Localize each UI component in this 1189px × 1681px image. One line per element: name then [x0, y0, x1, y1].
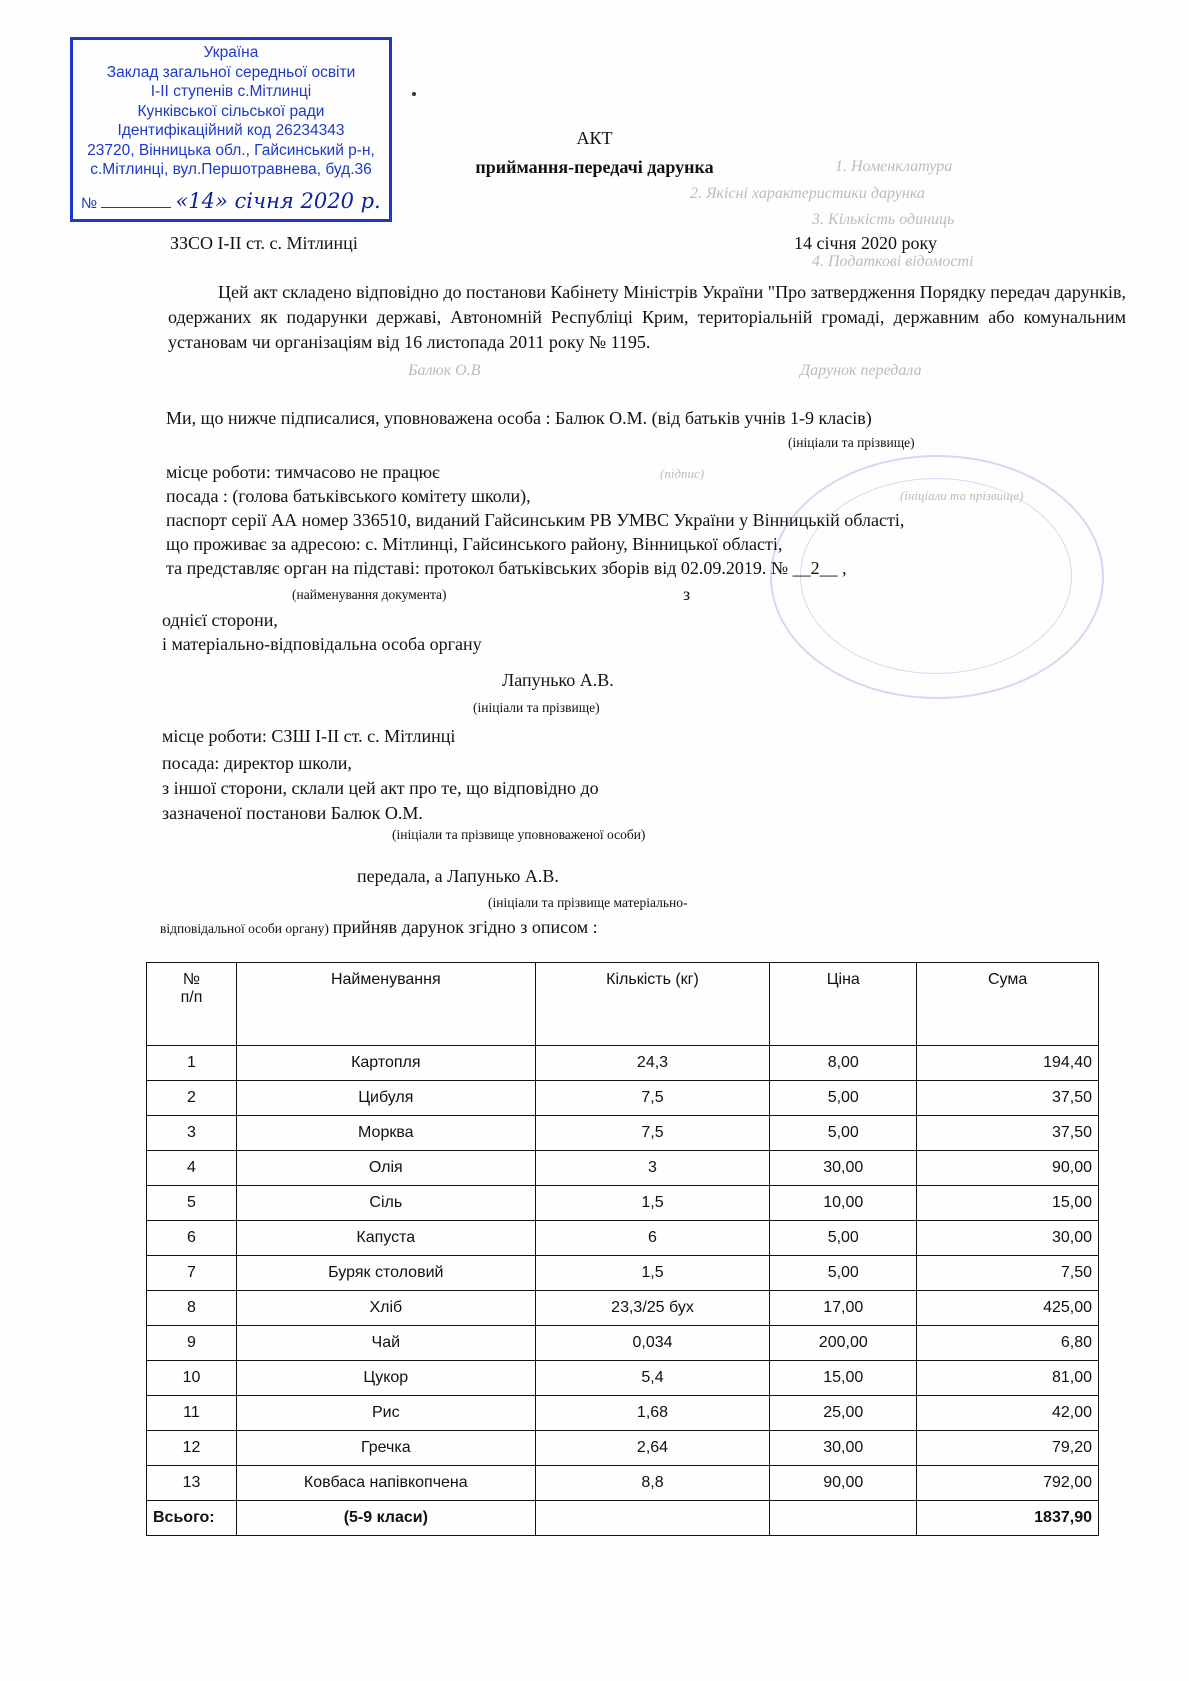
cell-number: 12 [147, 1431, 237, 1466]
responsible-person-name: Лапунько А.В. [502, 670, 614, 690]
authorized-person-line: Ми, що нижче підписалися, уповноважена особа : Балюк О.М. (від батьків учнів 1-9 класів) [166, 408, 872, 428]
cell-price: 90,00 [770, 1466, 917, 1501]
bleed-text: 2. Якісні характеристики дарунка [690, 185, 925, 202]
cell-number: 1 [147, 1046, 237, 1081]
cell-quantity: 7,5 [535, 1081, 770, 1116]
table-header-row [147, 963, 1099, 1046]
position-1: посада : (голова батьківського комітету школи), [166, 486, 531, 506]
workplace-2: місце роботи: СЗШ І-ІІ ст. с. Мітлинці [162, 726, 456, 746]
decree-line: зазначеної постанови Балюк О.М. [162, 803, 423, 823]
one-side: однієї сторони, [162, 610, 278, 630]
cell-name: Морква [236, 1116, 535, 1151]
table-row [147, 1116, 1099, 1151]
cell-price: 25,00 [770, 1396, 917, 1431]
cell-sum: 30,00 [917, 1221, 1099, 1256]
cell-name: Хліб [236, 1291, 535, 1326]
cell-number: 2 [147, 1081, 237, 1116]
cell-sum: 90,00 [917, 1151, 1099, 1186]
cell-quantity: 6 [535, 1221, 770, 1256]
bleed-text: (ініціали та прізвище) [900, 488, 1024, 503]
ink-dot [412, 92, 416, 96]
cell-number: 6 [147, 1221, 237, 1256]
position-2: посада: директор школи, [162, 753, 352, 773]
cell-price: 30,00 [770, 1151, 917, 1186]
cell-quantity: 0,034 [535, 1326, 770, 1361]
cell-sum: 37,50 [917, 1116, 1099, 1151]
cell-quantity: 23,3/25 бух [535, 1291, 770, 1326]
cell-number: 3 [147, 1116, 237, 1151]
cell-price: 15,00 [770, 1361, 917, 1396]
cell-name: Картопля [236, 1046, 535, 1081]
cell-sum: 37,50 [917, 1081, 1099, 1116]
cell-price: 8,00 [770, 1046, 917, 1081]
table-row [147, 1466, 1099, 1501]
address-line: що проживає за адресою: с. Мітлинці, Гайсинського району, Вінницької області, [166, 534, 783, 554]
stamp-line: с.Мітлинці, вул.Першотравнева, буд.36 [90, 161, 372, 178]
gift-items-table [146, 962, 1099, 1536]
table-total-row [147, 1501, 1099, 1536]
table-row [147, 1361, 1099, 1396]
bleed-text: 4. Податкові відомості [812, 253, 974, 270]
other-side-line: з іншої сторони, склали цей акт про те, що відповідно до [162, 778, 599, 798]
cell-name: Буряк столовий [236, 1256, 535, 1291]
bleed-text: 3. Кількість одиниць [812, 211, 955, 228]
cell-number: 9 [147, 1326, 237, 1361]
stamp-handwritten-date: «14» січня 2020 р. [175, 188, 381, 213]
header-name: Найменування [236, 963, 535, 1046]
document-title: АКТ [576, 128, 613, 148]
cell-name: Сіль [236, 1186, 535, 1221]
workplace-1: місце роботи: тимчасово не працює [166, 462, 440, 482]
bleed-text: (підпис) [660, 466, 705, 481]
total-label: Всього: [147, 1501, 237, 1536]
header-price: Ціна [770, 963, 917, 1046]
cell-sum: 425,00 [917, 1291, 1099, 1326]
passport-line: паспорт серії АА номер 336510, виданий Гайсинським РВ УМВС України у Вінницькій області, [166, 510, 905, 530]
cell-name: Цибуля [236, 1081, 535, 1116]
cell-name: Чай [236, 1326, 535, 1361]
cell-name: Рис [236, 1396, 535, 1431]
table-row [147, 1326, 1099, 1361]
responsible-person-intro: і матеріально-відповідальна особа органу [162, 634, 482, 654]
caption-initials-2: (ініціали та прізвище) [473, 700, 600, 715]
stamp-line: Заклад загальної середньої освіти [106, 63, 356, 81]
cell-price: 5,00 [770, 1081, 917, 1116]
table-row [147, 1081, 1099, 1116]
cell-name: Цукор [236, 1361, 535, 1396]
cell-number: 8 [147, 1291, 237, 1326]
cell-sum: 6,80 [917, 1326, 1099, 1361]
bleed-text: 1. Номенклатура [835, 158, 953, 175]
cell-quantity: 7,5 [535, 1116, 770, 1151]
table-row [147, 1151, 1099, 1186]
cell-number: 13 [147, 1466, 237, 1501]
cell-sum: 7,50 [917, 1256, 1099, 1291]
caption-responsible: (ініціали та прізвище матеріально- [488, 895, 688, 910]
cell-name: Ковбаса напівкопчена [236, 1466, 535, 1501]
cell-quantity: 5,4 [535, 1361, 770, 1396]
caption-document: (найменування документа) [292, 587, 447, 602]
stamp-number-line [81, 188, 381, 214]
bleed-text: Дарунок передала [800, 362, 922, 379]
represents-line: та представляє орган на підставі: протокол батьківських зборів від 02.09.2019. № __2__ , [166, 558, 847, 578]
cell-price: 5,00 [770, 1116, 917, 1151]
cell-sum: 194,40 [917, 1046, 1099, 1081]
place: ЗЗСО І-ІІ ст. с. Мітлинці [170, 233, 358, 253]
cell-price: 200,00 [770, 1326, 917, 1361]
table-row [147, 1221, 1099, 1256]
accepted-text: прийняв дарунок згідно з описом : [332, 917, 598, 937]
cell-price: 5,00 [770, 1221, 917, 1256]
cell-quantity: 24,3 [535, 1046, 770, 1081]
cell-price: 30,00 [770, 1431, 917, 1466]
stamp-line: Ідентифікаційний код 26234343 [117, 122, 345, 139]
transfer-line: передала, а Лапунько А.В. [357, 866, 559, 886]
cell-price: 17,00 [770, 1291, 917, 1326]
cell-name: Капуста [236, 1221, 535, 1256]
cell-price: 10,00 [770, 1186, 917, 1221]
cell-quantity: 1,5 [535, 1256, 770, 1291]
total-empty [770, 1501, 917, 1536]
table-row [147, 1186, 1099, 1221]
from-z: з [683, 584, 691, 604]
stamp-line: 23720, Вінницька обл., Гайсинський р-н, [87, 141, 375, 159]
cell-name: Олія [236, 1151, 535, 1186]
table-row [147, 1396, 1099, 1431]
stamp-line: I-II ступенів с.Мітлинці [150, 83, 312, 100]
date: 14 січня 2020 року [794, 233, 937, 253]
document-subtitle: приймання-передачі дарунка [475, 157, 714, 177]
header-sum: Сума [917, 963, 1099, 1046]
cell-sum: 42,00 [917, 1396, 1099, 1431]
cell-quantity: 2,64 [535, 1431, 770, 1466]
stamp-number-prefix: № [81, 194, 98, 212]
cell-sum: 79,20 [917, 1431, 1099, 1466]
table-row [147, 1256, 1099, 1291]
cell-quantity: 1,5 [535, 1186, 770, 1221]
caption-authorized: (ініціали та прізвище уповноваженої особи) [392, 827, 646, 842]
cell-number: 5 [147, 1186, 237, 1221]
total-classes: (5-9 класи) [236, 1501, 535, 1536]
cell-number: 10 [147, 1361, 237, 1396]
total-sum: 1837,90 [917, 1501, 1099, 1536]
cell-sum: 81,00 [917, 1361, 1099, 1396]
cell-quantity: 3 [535, 1151, 770, 1186]
cell-sum: 792,00 [917, 1466, 1099, 1501]
stamp-line: Кунківської сільської ради [137, 102, 325, 120]
header-number: № п/п [147, 963, 237, 1046]
intro-paragraph: Цей акт складено відповідно до постанови Кабінету Міністрів України "Про затвердження Порядку передач дарунків, одержаних як подарунки державі, Автономній Республіці Крим, територіальній громаді, державним або комунальним установам чи організаціям від 16 листопада 2011 року № 1195. [168, 282, 1126, 352]
header-quantity: Кількість (кг) [535, 963, 770, 1046]
stamp-line: Україна [203, 44, 259, 61]
cell-number: 4 [147, 1151, 237, 1186]
cell-name: Гречка [236, 1431, 535, 1466]
total-empty [535, 1501, 770, 1536]
accepted-line [160, 917, 598, 938]
bleed-text: Балюк О.В [408, 362, 481, 379]
table-row [147, 1291, 1099, 1326]
table-row [147, 1431, 1099, 1466]
cell-quantity: 1,68 [535, 1396, 770, 1431]
cell-number: 11 [147, 1396, 237, 1431]
caption-responsible-cont: відповідальної особи органу) [160, 921, 329, 936]
cell-number: 7 [147, 1256, 237, 1291]
cell-sum: 15,00 [917, 1186, 1099, 1221]
cell-price: 5,00 [770, 1256, 917, 1291]
table-row [147, 1046, 1099, 1081]
caption-initials: (ініціали та прізвище) [788, 435, 915, 450]
cell-quantity: 8,8 [535, 1466, 770, 1501]
